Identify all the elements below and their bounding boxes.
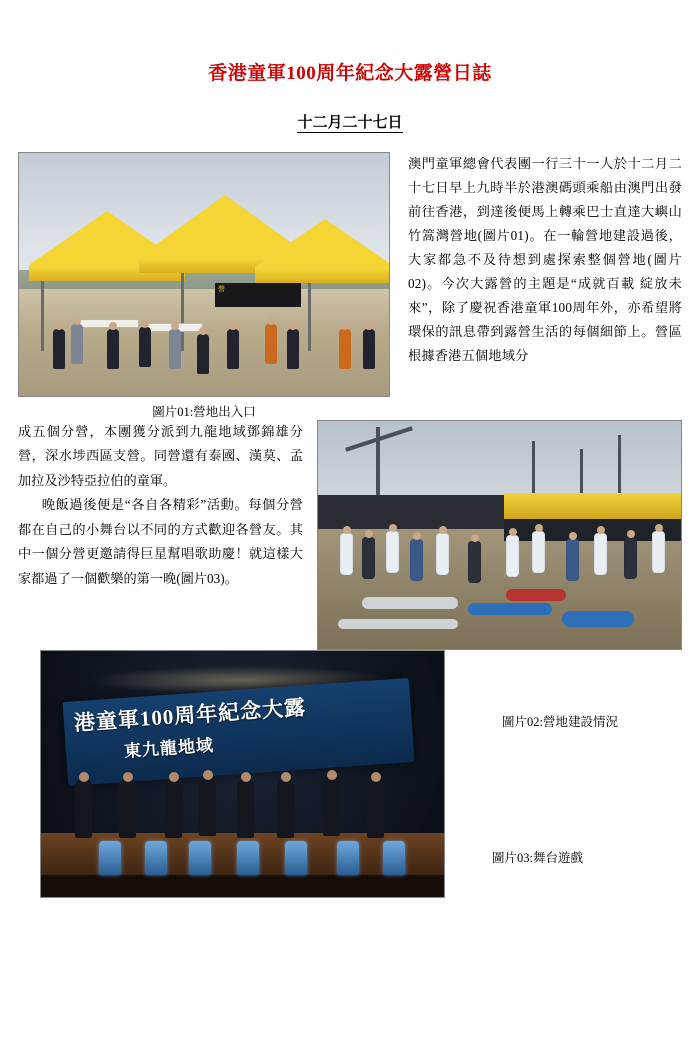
tent-pole-1	[41, 281, 44, 351]
photo1-person-10	[339, 329, 351, 369]
photo3-banner-line-2: 東九龍地域	[123, 736, 215, 762]
photo1-person-11	[363, 329, 375, 369]
tent-pole-3	[308, 283, 311, 351]
photo2-bedroll-blue	[468, 603, 552, 615]
photo3-stage-apron	[41, 875, 444, 897]
photo1-table-1	[75, 319, 139, 328]
caption-photo-1: 圖片01:營地出入口	[152, 405, 256, 419]
photo3-prop-1	[99, 841, 121, 875]
photo3-performer-3	[165, 780, 182, 838]
photo1-person-6	[197, 334, 209, 374]
photo1-person-3	[107, 329, 119, 369]
page-title: 香港童軍100周年紀念大露營日誌	[208, 63, 492, 84]
photo2-mast-2	[532, 441, 535, 501]
photo3-banner-line-1: 港童軍100周年紀念大露	[73, 695, 307, 736]
photo2-person-12	[652, 531, 665, 573]
photo3-prop-3	[189, 841, 211, 875]
photo2-marquee-shade	[318, 495, 518, 529]
floodlight-pole	[389, 249, 390, 353]
photo3-performer-8	[367, 780, 384, 838]
photo3-prop-5	[285, 841, 307, 875]
photo-campsite-entrance	[18, 152, 390, 397]
photo2-person-7	[506, 535, 519, 577]
photo3-prop-2	[145, 841, 167, 875]
tent-pole-2	[181, 273, 184, 351]
photo2-groundsheet-2	[338, 619, 458, 629]
intro-paragraph: 澳門童軍總會代表團一行三十一人於十二月二十七日早上九時半於港澳碼頭乘船由澳門出發前往香港，到達後便馬上轉乘巴士直達大嶼山竹篙灣營地(圖片01)。在一輪營地建設過後，大家都急不及待想到處探索整個營地(圖片02)。今次大露營的主題是“成就百載 綻放未來”，除了慶祝香港童軍100周年外，亦希望將環保的訊息帶到露營生活的每個細節上。營區根據香港五個地域分	[408, 156, 682, 364]
photo1-person-7	[227, 329, 239, 369]
photo2-bedroll-blue-2	[562, 611, 634, 627]
photo3-performer-7	[323, 778, 340, 836]
photo2-person-11	[624, 537, 637, 579]
photo3-performer-6	[277, 780, 294, 838]
tent-skirt-right	[255, 267, 390, 283]
photo2-bedroll-red	[506, 589, 566, 601]
tent-canopy-right	[255, 219, 390, 267]
photo2-person-9	[566, 539, 579, 581]
section-one	[0, 152, 700, 419]
photo3-prop-4	[237, 841, 259, 875]
photo3-performer-4	[199, 778, 216, 836]
photo2-person-3	[386, 531, 399, 573]
photo1-person-8	[265, 324, 277, 364]
photo2-groundsheet-1	[362, 597, 458, 609]
photo3-performer-1	[75, 780, 92, 838]
body-paragraph-2: 晚飯過後便是“各自各精彩”活動。每個分營都在自己的小舞台以不同的方式歡迎各營友。其中一個分營更邀請得巨星幫唱歌助慶！就這樣大家都過了一個歡樂的第一晚(圖片03)。	[18, 497, 303, 586]
page-subtitle-text: 十二月二十七日	[297, 115, 403, 131]
photo2-person-2	[362, 537, 375, 579]
photo2-mast-4	[618, 435, 621, 501]
photo1-person-2	[71, 324, 83, 364]
photo3-performer-5	[237, 780, 254, 838]
photo-stage-show	[40, 650, 445, 898]
page-subtitle	[0, 111, 700, 132]
caption-photo-3: 圖片03:舞台遊戲	[492, 851, 583, 865]
photo-campsite-construction	[317, 420, 682, 650]
photo1-banner	[215, 283, 301, 307]
photo2-person-6	[468, 541, 481, 583]
photo1-person-5	[169, 329, 181, 369]
photo1-person-9	[287, 329, 299, 369]
body-paragraph-1: 成五個分營，本團獲分派到九龍地域鄧錦雄分營，深水埗西區支營。同營還有泰國、漢莫、孟加拉及沙特亞拉伯的童軍。	[18, 424, 303, 488]
caption-photo-2: 圖片02:營地建設情況	[502, 715, 618, 729]
photo3-prop-6	[337, 841, 359, 875]
photo2-person-10	[594, 533, 607, 575]
photo3-prop-7	[383, 841, 405, 875]
photo1-person-4	[139, 327, 151, 367]
photo2-person-4	[410, 539, 423, 581]
document-page	[0, 58, 700, 1048]
photo2-person-5	[436, 533, 449, 575]
photo2-person-1	[340, 533, 353, 575]
photo2-yellow-tent-row	[504, 493, 682, 521]
photo1-banner-text: 營	[218, 285, 225, 293]
photo1-person-1	[53, 329, 65, 369]
photo2-person-8	[532, 531, 545, 573]
photo3-performer-2	[119, 780, 136, 838]
